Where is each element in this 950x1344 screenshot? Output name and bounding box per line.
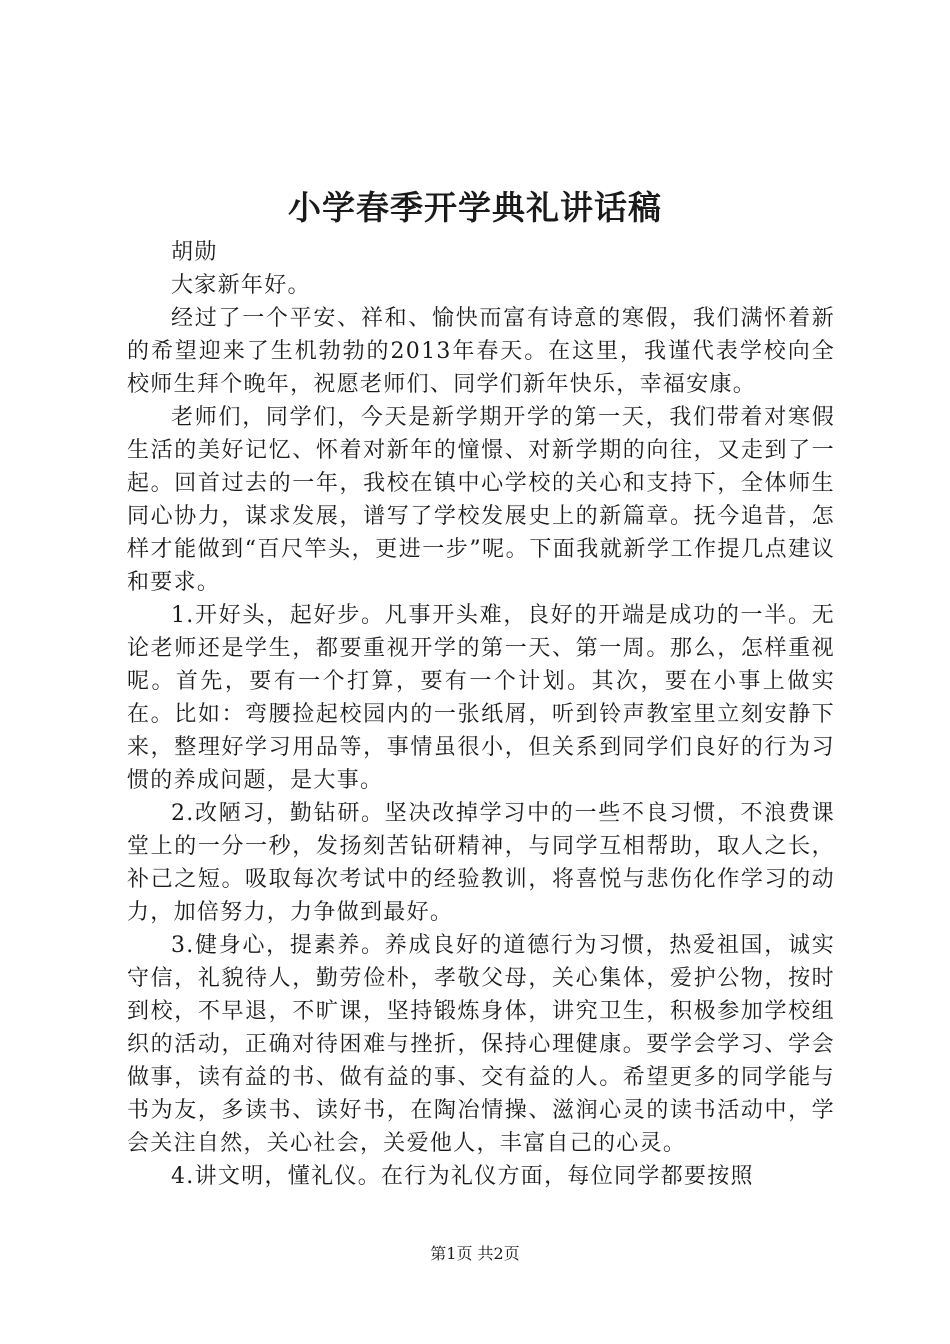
body-paragraph: 1.开好头，起好步。凡事开头难，良好的开端是成功的一半。无论老师还是学生，都要重视开学的第一天、第一周。那么，怎样重视呢。首先，要有一个打算，要有一个计划。其次，要在小事上做实在。比如：弯腰捡起校园内的一张纸屑，听到铃声教室里立刻安静下来，整理好学习用品等，事情虽很小，但关系到同学们良好的行为习惯的养成问题，是大事。 — [127, 603, 835, 793]
greeting-paragraph: 大家新年好。 — [171, 273, 311, 298]
body-paragraph: 3.健身心，提素养。养成良好的道德行为习惯，热爱祖国，诚实守信，礼貌待人，勤劳俭朴，孝敬父母，关心集体，爱护公物，按时到校，不早退，不旷课，坚持锻炼身体，讲究卫生，积极参加学校组织的活动，正确对待困难与挫折，保持心理健康。要学会学习、学会做事，读有益的书、做有益的事、交有益的人。希望更多的同学能与书为友，多读书、读好书，在陶冶情操、滋润心灵的读书活动中，学会关注自然，关心社会，关爱他人，丰富自己的心灵。 — [127, 933, 835, 1156]
author-line: 胡勋 — [171, 240, 218, 265]
page-footer: 第1页 共2页 — [430, 1244, 520, 1263]
body-paragraph: 2.改陋习，勤钻研。坚决改掉学习中的一些不良习惯，不浪费课堂上的一分一秒，发扬刻苦钻研精神，与同学互相帮助，取人之长，补己之短。吸取每次考试中的经验教训，将喜悦与悲伤化作学习的动力，加倍努力，力争做到最好。 — [127, 801, 835, 925]
page-title: 小学春季开学典礼讲话稿 — [288, 188, 662, 227]
body-paragraph: 经过了一个平安、祥和、愉快而富有诗意的寒假，我们满怀着新的希望迎来了生机勃勃的2013年春天。在这里，我谨代表学校向全校师生拜个晚年，祝愿老师们、同学们新年快乐，幸福安康。 — [127, 306, 835, 397]
document-body — [127, 236, 835, 1193]
body-paragraph: 4.讲文明，懂礼仪。在行为礼仪方面，每位同学都要按照 — [171, 1164, 754, 1189]
body-paragraph: 老师们，同学们，今天是新学期开学的第一天，我们带着对寒假生活的美好记忆、怀着对新年的憧憬、对新学期的向往，又走到了一起。回首过去的一年，我校在镇中心学校的关心和支持下，全体师生同心协力，谋求发展，谱写了学校发展史上的新篇章。抚今追昔，怎样才能做到“百尺竿头，更进一步”呢。下面我就新学工作提几点建议和要求。 — [127, 405, 835, 595]
